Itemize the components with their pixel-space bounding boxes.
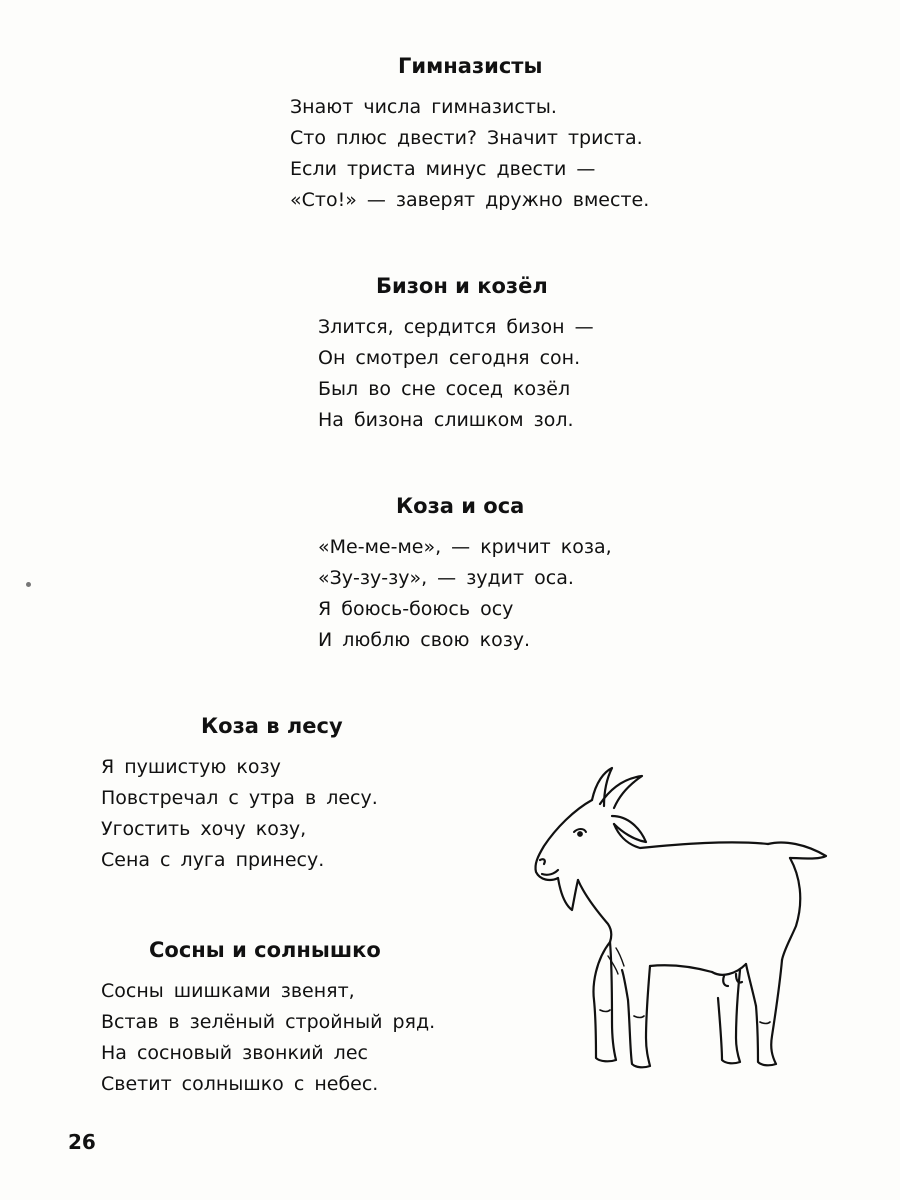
page-number: 26 bbox=[68, 1130, 96, 1154]
poem-line: «Сто!» — заверят дружно вместе. bbox=[290, 189, 650, 211]
poem-line: Был во сне сосед козёл bbox=[318, 378, 571, 400]
poem-line: Сена с луга принесу. bbox=[101, 849, 325, 871]
poem-line: И люблю свою козу. bbox=[318, 629, 531, 651]
poem-line: «Ме-ме-ме», — кричит коза, bbox=[318, 536, 612, 558]
poem-gymnasists bbox=[290, 54, 649, 216]
page-speck bbox=[26, 582, 31, 587]
poem-line: Повстречал с утра в лесу. bbox=[101, 787, 378, 809]
poem-goat-and-wasp bbox=[318, 494, 612, 656]
poem-bison-and-goat bbox=[318, 274, 594, 436]
poem-line: Светит солнышко с небес. bbox=[101, 1073, 379, 1095]
poem-line: «Зу-зу-зу», — зудит оса. bbox=[318, 567, 574, 589]
poem-line: Знают числа гимназисты. bbox=[290, 96, 557, 118]
poem-line: Злится, сердится бизон — bbox=[318, 316, 594, 338]
goat-icon bbox=[500, 760, 850, 1090]
poem-line: На сосновый звонкий лес bbox=[101, 1042, 368, 1064]
poem-line: Если триста минус двести — bbox=[290, 158, 596, 180]
poem-line: Встав в зелёный стройный ряд. bbox=[101, 1011, 436, 1033]
poem-line: Сосны шишками звенят, bbox=[101, 980, 355, 1002]
poem-goat-in-forest bbox=[101, 714, 378, 876]
poem-line: Угостить хочу козу, bbox=[101, 818, 307, 840]
poem-title: Коза и оса bbox=[396, 494, 525, 518]
poem-line: На бизона слишком зол. bbox=[318, 409, 574, 431]
poem-line: Я пушистую козу bbox=[101, 756, 281, 778]
poem-title: Бизон и козёл bbox=[376, 274, 548, 298]
poem-title: Гимназисты bbox=[398, 54, 543, 78]
poem-line: Он смотрел сегодня сон. bbox=[318, 347, 581, 369]
poem-line: Сто плюс двести? Значит триста. bbox=[290, 127, 643, 149]
poem-title: Коза в лесу bbox=[201, 714, 343, 738]
poem-pines-and-sun bbox=[101, 938, 435, 1100]
poem-line: Я боюсь-боюсь осу bbox=[318, 598, 514, 620]
poem-title: Сосны и солнышко bbox=[149, 938, 381, 962]
